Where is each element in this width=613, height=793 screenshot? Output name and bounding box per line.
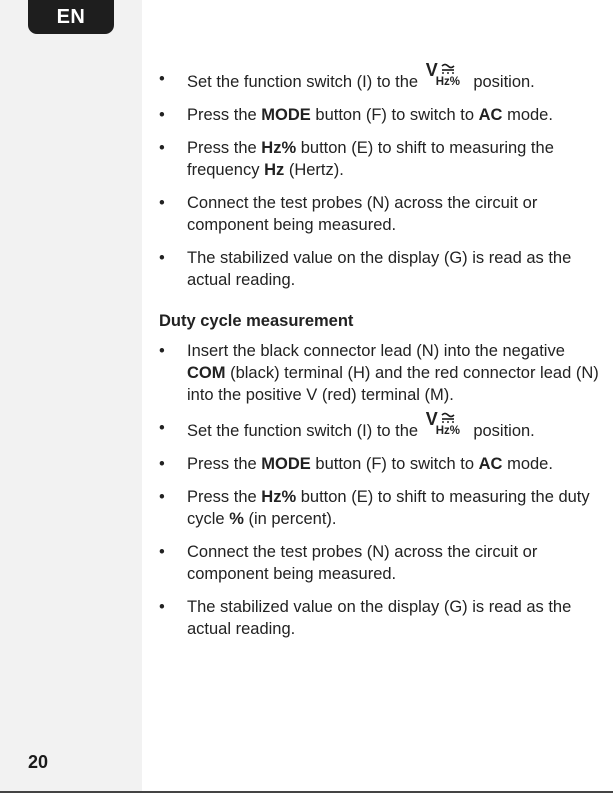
mode-button-ref: MODE [261,455,311,473]
manual-content [159,60,599,640]
bullet: • [159,419,165,437]
sidebar [0,0,142,793]
ac-dc-wave-icon [440,63,458,75]
page-number: 20 [28,752,49,772]
bullet: • [159,249,165,267]
list-item: • Press the Hz% button (E) to shift to measuring the frequency Hz (Hertz). [159,139,554,179]
hz-unit-ref: Hz [264,161,285,179]
volt-ac-hz-symbol-icon: V Hz% [425,409,460,437]
ac-dc-wave-icon [440,412,458,424]
bullet: • [159,106,165,124]
bullet: • [159,598,165,616]
language-tab: EN [28,0,114,34]
list-item: • Connect the test probes (N) across the circuit or component being measured. [159,194,538,234]
bullet: • [159,70,165,88]
hz-button-ref: Hz% [261,488,297,506]
bullet: • [159,488,165,506]
list-item: • Press the MODE button (F) to switch to AC mode. [159,455,553,473]
list-item: • Insert the black connector lead (N) into the negative COM (black) terminal (H) and the red connector lead (N) into the positive V (red) terminal (M). [159,342,599,404]
step-text: position. [473,73,535,91]
bullet: • [159,455,165,473]
ac-ref: AC [478,106,503,124]
volt-ac-hz-symbol-icon: V Hz% [425,60,460,88]
bullet: • [159,194,165,212]
list-item: • Connect the test probes (N) across the circuit or component being measured. [159,543,538,583]
list-item [159,60,599,93]
list-item: • The stabilized value on the display (G) is read as the actual reading. [159,249,572,289]
hz-button-ref: Hz% [261,139,297,157]
com-terminal-ref: COM [187,364,226,382]
bullet: • [159,342,165,360]
mode-button-ref: MODE [261,106,311,124]
section-heading: Duty cycle measurement [159,312,354,330]
bullet: • [159,543,165,561]
list-item [159,409,599,442]
list-item: • Press the Hz% button (E) to shift to measuring the duty cycle % (in percent). [159,488,590,528]
bullet: • [159,139,165,157]
ac-ref: AC [478,455,503,473]
list-item: • Press the MODE button (F) to switch to AC mode. [159,106,553,124]
list-item: • The stabilized value on the display (G) is read as the actual reading. [159,598,572,638]
step-text: Set the function switch (I) to the [187,422,419,440]
step-text: Set the function switch (I) to the [187,73,419,91]
percent-unit-ref: % [229,510,244,528]
step-text: position. [473,422,535,440]
